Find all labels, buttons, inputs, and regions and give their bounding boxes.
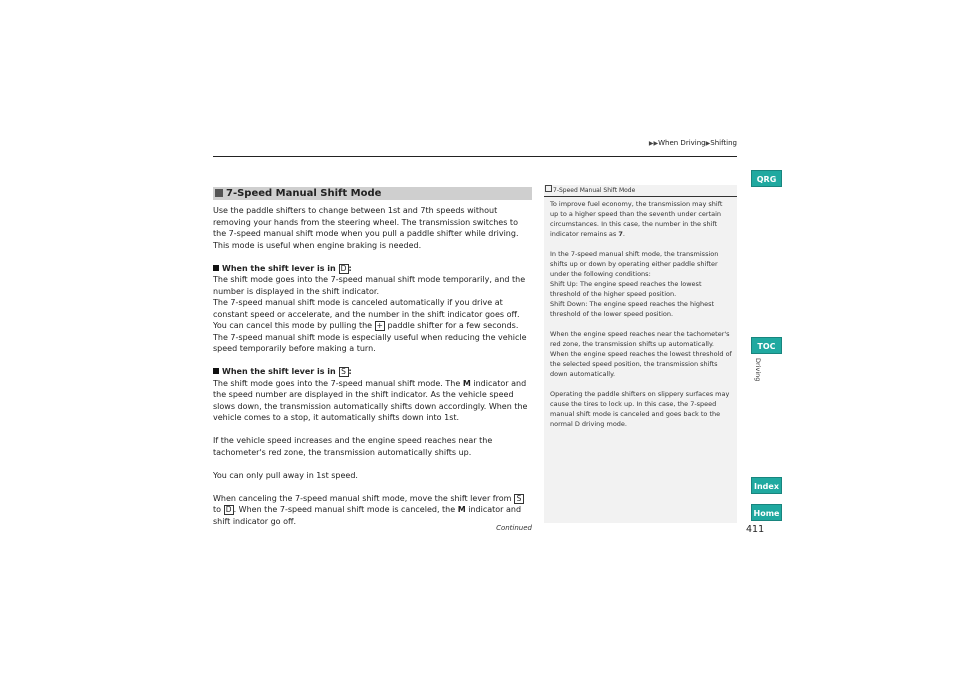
continued-label: Continued: [496, 524, 532, 532]
square-bullet-icon: [213, 265, 219, 271]
toc-button[interactable]: TOC: [751, 337, 782, 354]
key-d-icon: D: [339, 264, 349, 274]
s-paragraph-1: The shift mode goes into the 7-speed manual shift mode. The M indicator and the speed number are displayed in the shift indicator. As the vehicle speed slows down, the transmission automatically shifts down accordingly. When the vehicle comes to a stop, it automatically shifts down into 1st.: [213, 378, 528, 422]
s-paragraph-3: You can only pull away in 1st speed.: [213, 470, 358, 480]
breadcrumb-level1[interactable]: When Driving: [658, 139, 706, 147]
d-paragraph-2: The 7-speed manual shift mode is canceled automatically if you drive at constant speed or accelerate, and the number in the shift indicator goes off.: [213, 298, 520, 319]
key-s-icon: S: [339, 367, 349, 377]
s-paragraph-4: When canceling the 7-speed manual shift mode, move the shift lever from S to D . When the 7-speed manual shift mode is canceled, the M indicator and shift indicator go off.: [213, 493, 533, 528]
section-title: 7-Speed Manual Shift Mode: [226, 188, 382, 199]
sidebar-body: [550, 199, 732, 429]
square-bullet-icon: [213, 368, 219, 374]
qrg-button[interactable]: QRG: [751, 170, 782, 187]
key-d-icon: D: [224, 505, 234, 515]
page-number: 411: [746, 524, 765, 535]
sidebar-paragraph-5: When the engine speed reaches near the tachometer's red zone, the transmission shifts up automatically.: [550, 330, 730, 348]
sidebar-paragraph-2: In the 7-speed manual shift mode, the transmission shifts up or down by operating either paddle shifter under the following conditions:: [550, 250, 719, 278]
d-paragraph-4: The 7-speed manual shift mode is especially useful when reducing the vehicle speed temporarily before making a turn.: [213, 332, 527, 353]
s-paragraph-2: If the vehicle speed increases and the engine speed reaches near the tachometer's red zone, the transmission automatically shifts up.: [213, 436, 493, 457]
d-paragraph-1: The shift mode goes into the 7-speed manual shift mode temporarily, and the number is displayed in the shift indicator.: [213, 275, 526, 296]
chapter-label: Driving: [754, 358, 762, 382]
breadcrumb: [600, 139, 737, 147]
section-heading: [213, 187, 532, 200]
triangle-right-icon: ▶▶: [648, 140, 659, 147]
subheading-d: When the shift lever is in D :: [213, 263, 533, 275]
key-plus-icon: +: [376, 321, 383, 330]
note-icon: [545, 185, 552, 192]
sidebar-paragraph-6: When the engine speed reaches the lowest threshold of the selected speed position, the transmission shifts down automatically.: [550, 350, 732, 378]
square-bullet-icon: [215, 189, 223, 197]
main-body: [213, 205, 533, 527]
sidebar-paragraph-4: Shift Down: The engine speed reaches the highest threshold of the lower speed position.: [550, 300, 715, 318]
subheading-s: When the shift lever is in S :: [213, 366, 533, 378]
intro-paragraph: Use the paddle shifters to change between 1st and 7th speeds without removing your hands from the steering wheel. The transmission switches to the 7-speed manual shift mode when you pull a paddle shifter while driving. This mode is useful when engine braking is needed.: [213, 206, 519, 250]
header-rule: [213, 156, 737, 157]
home-button[interactable]: Home: [751, 504, 782, 521]
triangle-right-icon: ▶: [705, 140, 711, 147]
sidebar-paragraph-3: Shift Up: The engine speed reaches the lowest threshold of the higher speed position.: [550, 280, 702, 298]
breadcrumb-level2[interactable]: Shifting: [710, 139, 737, 147]
key-s-icon: S: [514, 494, 524, 504]
sidebar-paragraph-1: To improve fuel economy, the transmission may shift up to a higher speed than the seventh under certain circumstances. In this case, the number in the shift indicator remains as 7.: [550, 200, 723, 238]
sidebar-paragraph-7: Operating the paddle shifters on slippery surfaces may cause the tires to lock up. In this case, the 7-speed manual shift mode is canceled and goes back to the normal D driving mode.: [550, 390, 730, 428]
d-paragraph-3: You can cancel this mode by pulling the + paddle shifter for a few seconds.: [213, 321, 519, 330]
index-button[interactable]: Index: [751, 477, 782, 494]
sidebar-heading: 7-Speed Manual Shift Mode: [544, 185, 737, 197]
